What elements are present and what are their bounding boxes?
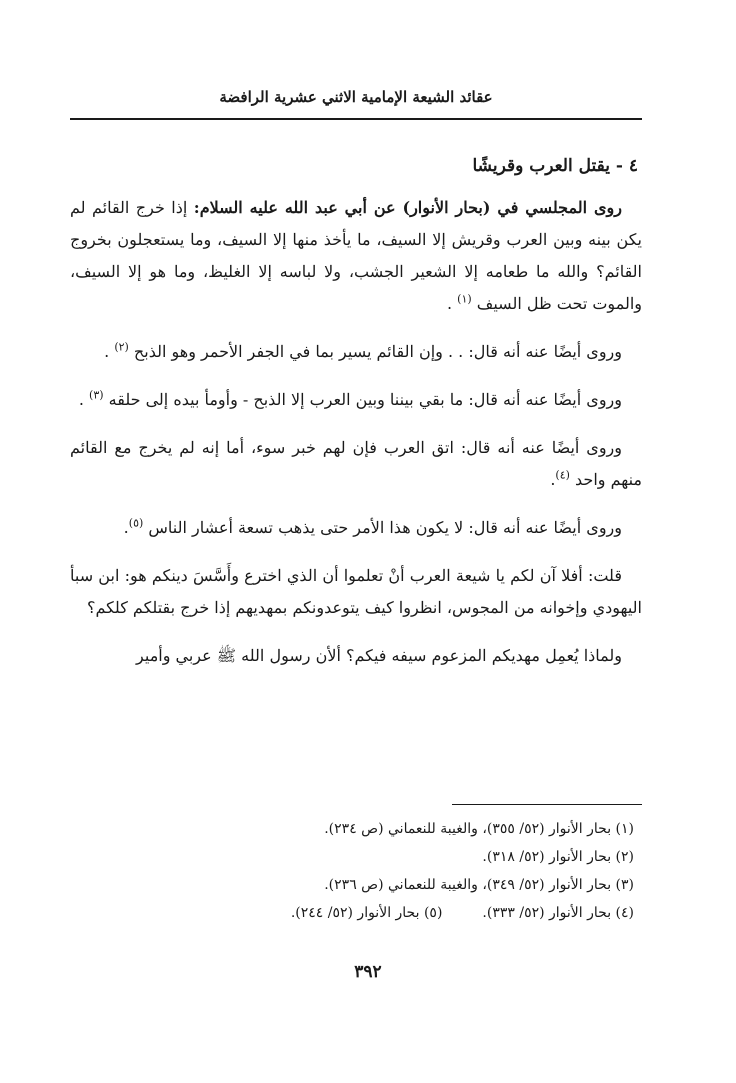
footnote-ref-4[interactable]: (٤) <box>555 468 570 482</box>
footnote-ref-1[interactable]: (١) <box>457 292 472 306</box>
section-title: ٤ - يقتل العرب وقريشًا <box>472 156 638 176</box>
paragraph-5-end: . <box>123 518 129 537</box>
page-number: ٣٩٢ <box>354 962 382 982</box>
paragraph-2-text: وروى أيضًا عنه أنه قال: . . وإن القائم يسير بما في الجفر الأحمر وهو الذبح <box>133 342 622 361</box>
paragraph-2 <box>70 336 642 368</box>
paragraph-1-text: إذا خرج القائم لم يكن بينه وبين العرب وقريش إلا السيف، ما يأخذ منها إلا السيف، وما يستعجلون بخروج القائم؟ والله ما طعامه إلا الشعير الجشب، ولا لباسه إلا الغليظ، وما هو إلا السيف، والموت تحت ظل السيف <box>70 198 642 313</box>
footnote-2: (٢) بحار الأنوار (٥٢/ ٣١٨). <box>482 849 634 865</box>
running-title: عقائد الشيعة الإمامية الاثني عشرية الرافضة <box>219 88 493 106</box>
paragraph-4-text: وروى أيضًا عنه أنه قال: اتق العرب فإن لهم خبر سوء، أما إنه لم يخرج مع القائم منهم واحد <box>70 438 642 489</box>
paragraph-1-end: . <box>447 294 458 313</box>
paragraph-1 <box>70 192 642 320</box>
footnote-3: (٣) بحار الأنوار (٥٢/ ٣٤٩)، والغيبة للنعماني (ص ٢٣٦). <box>324 877 634 893</box>
footnote-1: (١) بحار الأنوار (٥٢/ ٣٥٥)، والغيبة للنعماني (ص ٢٣٤). <box>324 821 634 837</box>
paragraph-2-end: . <box>104 342 115 361</box>
paragraph-6: قلت: أفلا آن لكم يا شيعة العرب أنْ تعلموا أن الذي اخترع وأَسَّسَ دينكم هو: ابن سبأ اليهودي وإخوانه من المجوس، انظروا كيف يتوعدونكم بمهديهم إذا خرج بقتلكم كلكم؟ <box>70 566 642 617</box>
footnote-rule <box>452 804 642 805</box>
body-text <box>70 150 642 688</box>
paragraph-5-text: وروى أيضًا عنه أنه قال: لا يكون هذا الأمر حتى يذهب تسعة أعشار الناس <box>148 518 622 537</box>
footnote-ref-5[interactable]: (٥) <box>128 516 144 530</box>
paragraph-5 <box>70 512 642 544</box>
paragraph-4-end: . <box>550 470 556 489</box>
paragraph-7: ولماذا يُعمِل مهديكم المزعوم سيفه فيكم؟ ألأن رسول الله ﷺ عربي وأمير <box>136 646 622 665</box>
paragraph-3-text: وروى أيضًا عنه أنه قال: ما بقي بيننا وبين العرب إلا الذبح - وأومأ بيده إلى حلقه <box>108 390 622 409</box>
paragraph-3 <box>70 384 642 416</box>
footnote-4: (٤) بحار الأنوار (٥٢/ ٣٣٣). <box>482 905 634 921</box>
footnote-ref-2[interactable]: (٢) <box>114 340 129 354</box>
paragraph-1-lead: روى المجلسي في (بحار الأنوار) عن أبي عبد الله عليه السلام: <box>193 198 622 217</box>
paragraph-4 <box>70 432 642 496</box>
footnote-row-4-5 <box>70 899 642 927</box>
header-rule <box>70 118 642 120</box>
footnote-ref-3[interactable]: (٣) <box>89 388 104 402</box>
footnotes <box>70 815 642 927</box>
paragraph-3-end: . <box>78 390 90 409</box>
footnote-5: (٥) بحار الأنوار (٥٢/ ٢٤٤). <box>290 905 443 921</box>
